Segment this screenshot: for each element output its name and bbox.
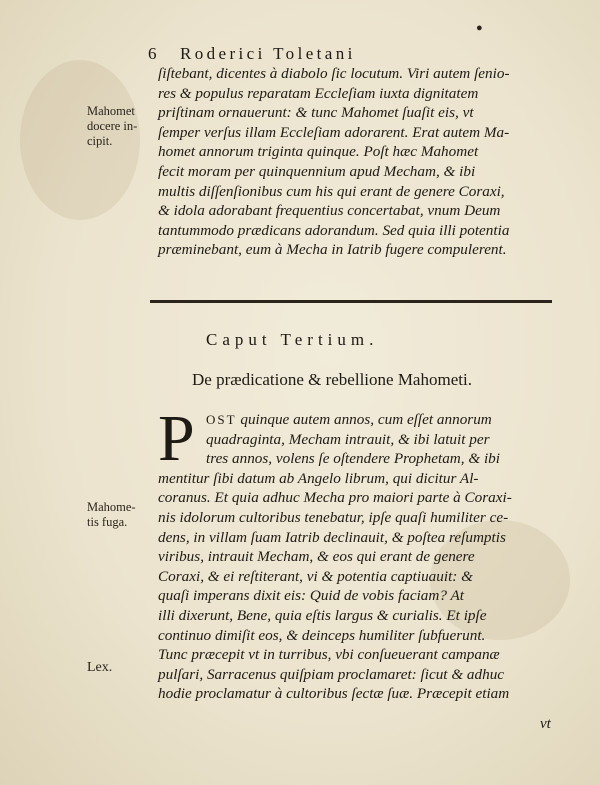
margin-note-line: cipit. xyxy=(87,134,113,148)
catchword: vt xyxy=(540,716,551,732)
text-line: coranus. Et quia adhuc Mecha pro maiori parte à Coraxi- xyxy=(158,489,512,507)
text-line: hodie proclamatur à cultoribus ſectæ ſuæ. Præcepit etiam xyxy=(158,685,510,703)
text-line: tantummodo prædicans adorandum. Sed quia illi potentia xyxy=(158,221,510,239)
text-line: ſemper verſus illam Eccleſiam adorarent. Erat autem Ma- xyxy=(158,123,510,141)
corner-mark: ● xyxy=(476,22,483,34)
running-head: Roderici Toletani xyxy=(180,44,356,63)
text-line: multis diſſenſionibus cum his qui erant de genere Coraxi, xyxy=(158,182,505,200)
text-line: Coraxi, & ei reſtiterant, vi & potentia captiuauit: & xyxy=(158,567,473,585)
text-line: mentitur ſibi datum ab Angelo librum, qui dicitur Al- xyxy=(158,469,479,487)
text-line: res & populus reparatam Eccleſiam iuxta dignitatem xyxy=(158,84,479,102)
text-line: priſtinam ornauerunt: & tunc Mahomet ſuaſit eis, vt xyxy=(158,104,474,122)
text-line: tres annos, volens ſe oſtendere Prophetam, & ibi xyxy=(206,450,500,468)
text-line: Tunc præcepit vt in turribus, vbi conſueuerant campanæ xyxy=(158,646,500,664)
text-line: illi dixerunt, Bene, quia eſtis largus & curialis. Et ipſe xyxy=(158,606,487,624)
text-segment: quinque autem annos, cum eſſet annorum xyxy=(240,411,492,428)
text-line: homet annorum triginta quinque. Poſt hæc Mahomet xyxy=(158,143,479,161)
chapter-subtitle: De prædicatione & rebellione Mahometi. xyxy=(192,370,472,389)
text-line: & idola adorabant frequentius concertabat, vnum Deum xyxy=(158,202,501,220)
text-line xyxy=(158,410,573,430)
chapter-title: Caput Tertium. xyxy=(206,330,379,349)
text-line: viribus, intrauit Mecham, & eos qui erant de genere xyxy=(158,548,475,566)
page-number: 6 xyxy=(148,44,157,63)
section-rule xyxy=(150,300,552,303)
text-line: ſiſtebant, dicentes à diabolo ſic locutum. Viri autem ſenio- xyxy=(158,65,510,82)
margin-note-line: tis fuga. xyxy=(87,515,128,529)
text-line: nis idolorum cultoribus tenebatur, ipſe quaſi humiliter ce- xyxy=(158,508,509,526)
text-line: fecit moram per quinquennium apud Mecham, & ibi xyxy=(158,162,476,180)
page-header xyxy=(148,44,548,64)
opening-word: OST xyxy=(206,412,237,427)
text-line: pulſari, Sarracenus quiſpiam proclamaret: ſicut & adhuc xyxy=(158,665,505,683)
margin-note-lex: Lex. xyxy=(87,660,113,675)
drop-cap: P xyxy=(158,402,195,475)
margin-note-line: docere in- xyxy=(87,119,138,133)
text-line: præminebant, eum à Mecha in Iatrib fugere compulerent. xyxy=(158,241,507,259)
margin-note-mahomet-docere xyxy=(87,104,159,149)
text-line: quadraginta, Mecham intrauit, & ibi latuit per xyxy=(206,430,490,448)
paragraph-1 xyxy=(158,64,573,260)
text-line: dens, in villam ſuam Iatrib declinauit, & poſtea reſumptis xyxy=(158,528,506,546)
text-line: quaſi imperans dixit eis: Quid de vobis faciam? At xyxy=(158,587,464,605)
margin-note-line: Mahomet xyxy=(87,104,135,118)
margin-note-mahometis-fuga xyxy=(87,500,159,530)
margin-note-line: Mahome- xyxy=(87,500,136,514)
text-line: continuo dimiſit eos, & deinceps humiliter ſubfuerunt. xyxy=(158,626,486,644)
paragraph-2 xyxy=(158,410,573,704)
